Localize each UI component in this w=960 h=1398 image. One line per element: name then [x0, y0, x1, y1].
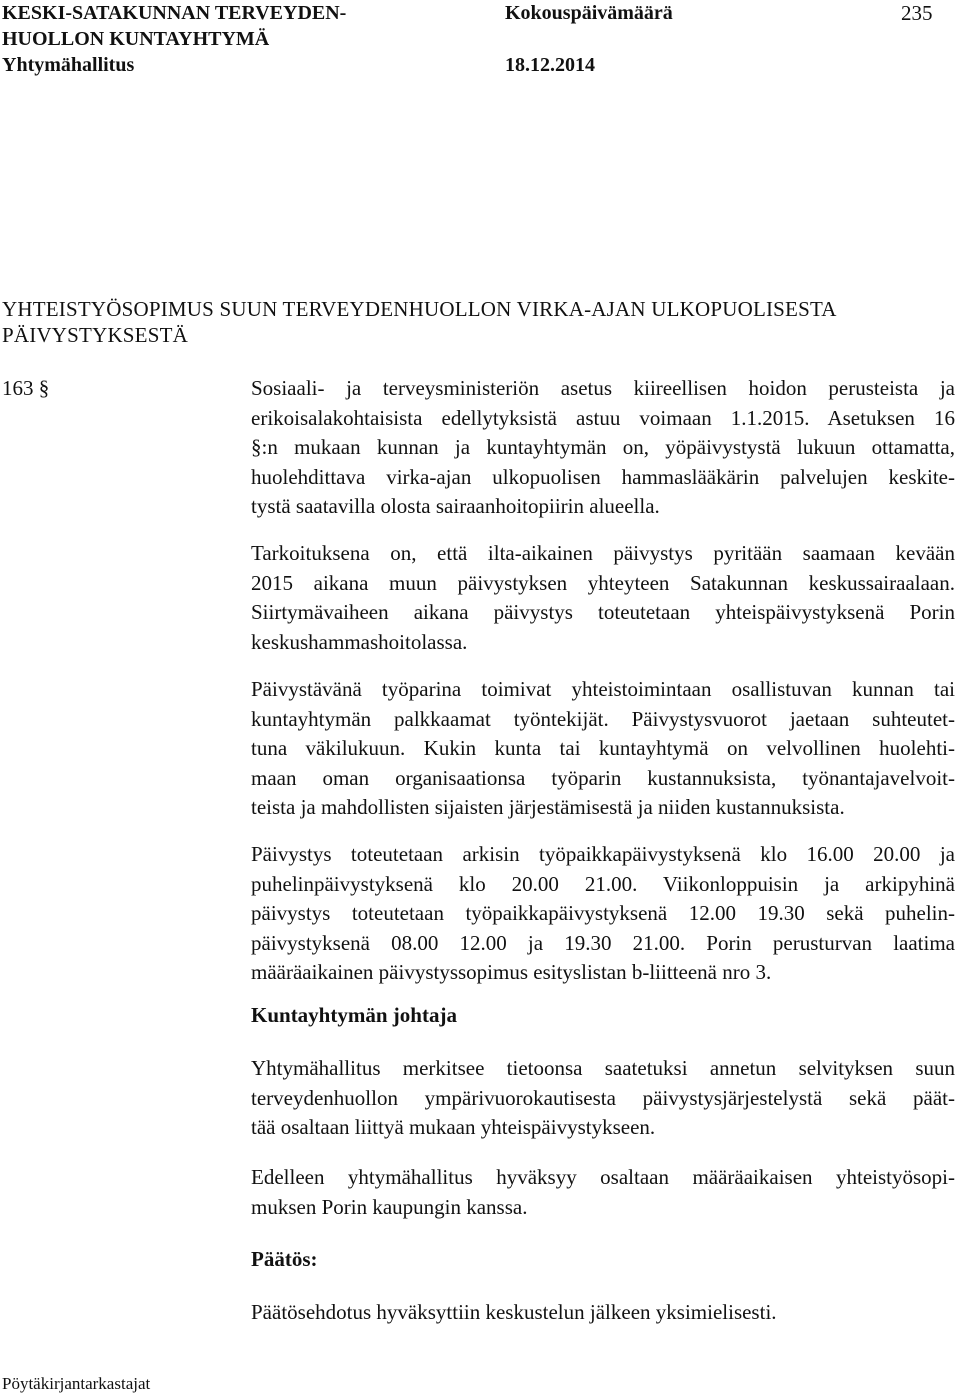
- paragraph-line: puhelinpäivystyksenä klo 20.00 21.00. Viikonloppuisin ja arkipyhinä: [251, 871, 955, 896]
- paragraph-line: 2015 aikana muun päivystyksen yhteyteen Satakunnan keskussairaalaan.: [251, 570, 955, 595]
- paragraph-line: §:n mukaan kunnan ja kuntayhtymän on, yöpäivystystä lukuun ottamatta,: [251, 435, 955, 459]
- paragraph-director-proposal: [251, 1054, 955, 1143]
- paragraph-line: muksen Porin kaupungin kanssa.: [251, 1194, 528, 1219]
- paragraph-line: määräaikainen päivystyssopimus esityslistan b-liitteenä nro 3.: [251, 960, 772, 984]
- paragraph-line: Sosiaali- ja terveysministeriön asetus kiireellisen hoidon perusteista ja: [251, 376, 955, 400]
- paragraph-line: maan oman organisaationsa työparin kustannuksista, työnantajavelvoit-: [251, 765, 955, 790]
- paragraph-intent: [251, 539, 955, 657]
- paragraph-line: keskushammashoitolassa.: [251, 629, 468, 654]
- paragraph-work-pair: [251, 675, 955, 823]
- paragraph-line: päivystyksenä 08.00 12.00 ja 19.30 21.00. Porin perusturvan laatima: [251, 930, 955, 955]
- paragraph-line: Yhtymähallitus merkitsee tietoonsa saatetuksi annetun selvityksen suun: [251, 1056, 955, 1080]
- document-title-line2: PÄIVYSTYKSESTÄ: [2, 323, 188, 347]
- paragraph-line: teista ja mahdollisten sijaisten järjestämisestä ja niiden kustannuksista.: [251, 795, 845, 819]
- organization-name-line1: KESKI-SATAKUNNAN TERVEYDEN-: [2, 2, 347, 24]
- paragraph-line: erikoisalakohtaisista edellytyksistä astuu voimaan 1.1.2015. Asetuksen 16: [251, 405, 955, 430]
- paragraph-line: huolehdittava virka-ajan ulkopuolisen hammaslääkärin palvelujen keskite-: [251, 464, 955, 489]
- document-title-line1: YHTEISTYÖSOPIMUS SUUN TERVEYDENHUOLLON VIRKA-AJAN ULKOPUOLISESTA: [2, 297, 837, 321]
- governing-body-name: Yhtymähallitus: [2, 54, 135, 76]
- page-number: 235: [901, 1, 933, 25]
- paragraph-line: Päivystys toteutetaan arkisin työpaikkapäivystyksenä klo 16.00 20.00 ja: [251, 842, 955, 866]
- paragraph-line: kuntayhtymän palkkaamat työntekijät. Päivystysvuorot jaetaan suhteutet-: [251, 706, 955, 731]
- organization-name-line2: HUOLLON KUNTAYHTYMÄ: [2, 28, 270, 50]
- paragraph-line: päivystys toteutetaan työpaikkapäivystyksenä 12.00 19.30 sekä puhelin-: [251, 901, 955, 925]
- paragraph-line: Päivystävänä työparina toimivat yhteistoimintaan osallistuvan kunnan tai: [251, 677, 955, 701]
- decision-heading: Päätös:: [251, 1247, 318, 1271]
- meeting-date-label: Kokouspäivämäärä: [505, 2, 673, 24]
- paragraph-line: Tarkoituksena on, että ilta-aikainen päivystys pyritään saamaan kevään: [251, 541, 955, 565]
- decision-text: Päätösehdotus hyväksyttiin keskustelun jälkeen yksimielisesti.: [251, 1300, 777, 1324]
- paragraph-decree: [251, 374, 955, 522]
- paragraph-line: tää osaltaan liittyä mukaan yhteispäivystykseen.: [251, 1115, 656, 1139]
- meeting-date: 18.12.2014: [505, 54, 595, 76]
- paragraph-schedule: [251, 840, 955, 988]
- paragraph-line: Siirtymävaiheen aikana päivystys toteutetaan yhteispäivystyksenä Porin: [251, 600, 955, 624]
- paragraph-line: terveydenhuollon ympärivuorokautisesta päivystysjärjestelystä sekä päät-: [251, 1085, 955, 1110]
- paragraph-director-approval: [251, 1163, 955, 1222]
- paragraph-line: Edelleen yhtymähallitus hyväksyy osaltaan määräaikaisen yhteistyösopi-: [251, 1165, 955, 1189]
- minutes-reviewers-label: Pöytäkirjantarkastajat: [2, 1374, 151, 1393]
- paragraph-line: tuna väkilukuun. Kukin kunta tai kuntayhtymä on velvollinen huolehti-: [251, 736, 955, 760]
- director-heading: Kuntayhtymän johtaja: [251, 1003, 457, 1027]
- paragraph-line: tystä saatavilla olosta sairaanhoitopiirin alueella.: [251, 494, 660, 518]
- section-number: 163 §: [2, 376, 50, 400]
